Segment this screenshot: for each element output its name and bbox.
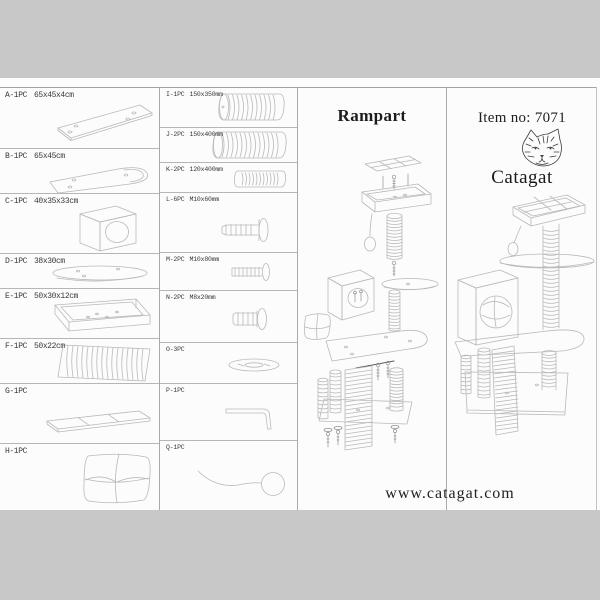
part-label-k [166, 166, 223, 173]
part-label-m [166, 256, 219, 263]
part-row-d [0, 254, 159, 289]
part-id: Q-1PC [166, 444, 185, 451]
part-row-o [160, 343, 297, 384]
part-row-h [0, 444, 159, 510]
part-id: K-2PC [166, 166, 185, 173]
part-label-d [5, 257, 65, 266]
product-name: Rampart [337, 106, 407, 125]
part-id: J-2PC [166, 131, 185, 138]
part-id: M-2PC [166, 256, 185, 263]
parts-column-middle [160, 88, 298, 510]
part-label-c [5, 197, 78, 206]
part-label-g [5, 387, 34, 396]
part-label-b [5, 152, 65, 161]
part-row-l [160, 193, 297, 253]
item-number: Item no: 7071 [477, 110, 567, 126]
part-id: P-1PC [166, 387, 185, 394]
part-dim: 65x45cm [34, 152, 65, 161]
part-row-k [160, 163, 297, 193]
part-row-c [0, 194, 159, 254]
part-label-i [166, 91, 223, 98]
toy-ball-icon [160, 441, 297, 510]
website-url: www.catagat.com [385, 485, 515, 502]
parts-column-left [0, 88, 160, 510]
part-id: E-1PC [5, 292, 28, 301]
part-row-p [160, 384, 297, 441]
part-row-q [160, 441, 297, 510]
part-dim: 150x400mm [189, 131, 223, 138]
part-label-q [166, 444, 190, 451]
part-row-j [160, 128, 297, 163]
part-label-p [166, 387, 190, 394]
part-row-g [0, 384, 159, 444]
part-row-n [160, 291, 297, 343]
part-dim: 50x30x12cm [34, 292, 79, 301]
part-id: I-1PC [166, 91, 185, 98]
product-info-column [447, 88, 597, 510]
part-dim: 120x400mm [189, 166, 223, 173]
catagat-cat-logo-icon [518, 128, 564, 170]
part-dim: 150x350mm [189, 91, 223, 98]
part-row-i [160, 88, 297, 128]
part-dim: 38x30cm [34, 257, 65, 266]
part-id: G-1PC [5, 387, 28, 396]
part-label-a [5, 91, 74, 100]
part-id: C-1PC [5, 197, 28, 206]
part-label-l [166, 196, 219, 203]
assembled-product-drawing [447, 185, 597, 475]
brand-name: Catagat [491, 167, 553, 188]
part-dim: 65x45x4cm [34, 91, 74, 100]
part-id: D-1PC [5, 257, 28, 266]
part-label-n [166, 294, 215, 301]
part-id: O-3PC [166, 346, 185, 353]
part-row-e [0, 289, 159, 339]
instruction-sheet [0, 78, 600, 510]
part-label-h [5, 447, 34, 456]
part-dim: M10x80mm [189, 256, 220, 263]
part-row-b [0, 149, 159, 194]
part-label-o [166, 346, 190, 353]
part-label-j [166, 131, 223, 138]
part-dim: 40x35x33cm [34, 197, 79, 206]
part-row-m [160, 253, 297, 291]
part-id: A-1PC [5, 91, 28, 100]
part-id: N-2PC [166, 294, 185, 301]
part-id: L-6PC [166, 196, 185, 203]
exploded-assembly-diagram [298, 150, 447, 510]
part-dim: 50x22cm [34, 342, 65, 351]
part-dim: M8x20mm [189, 294, 216, 301]
part-id: F-1PC [5, 342, 28, 351]
part-dim: M10x60mm [189, 196, 220, 203]
part-id: B-1PC [5, 152, 28, 161]
part-row-f [0, 339, 159, 384]
part-id: H-1PC [5, 447, 28, 456]
part-row-a [0, 88, 159, 149]
exploded-view-column [298, 88, 447, 510]
part-label-e [5, 292, 78, 301]
part-label-f [5, 342, 65, 351]
